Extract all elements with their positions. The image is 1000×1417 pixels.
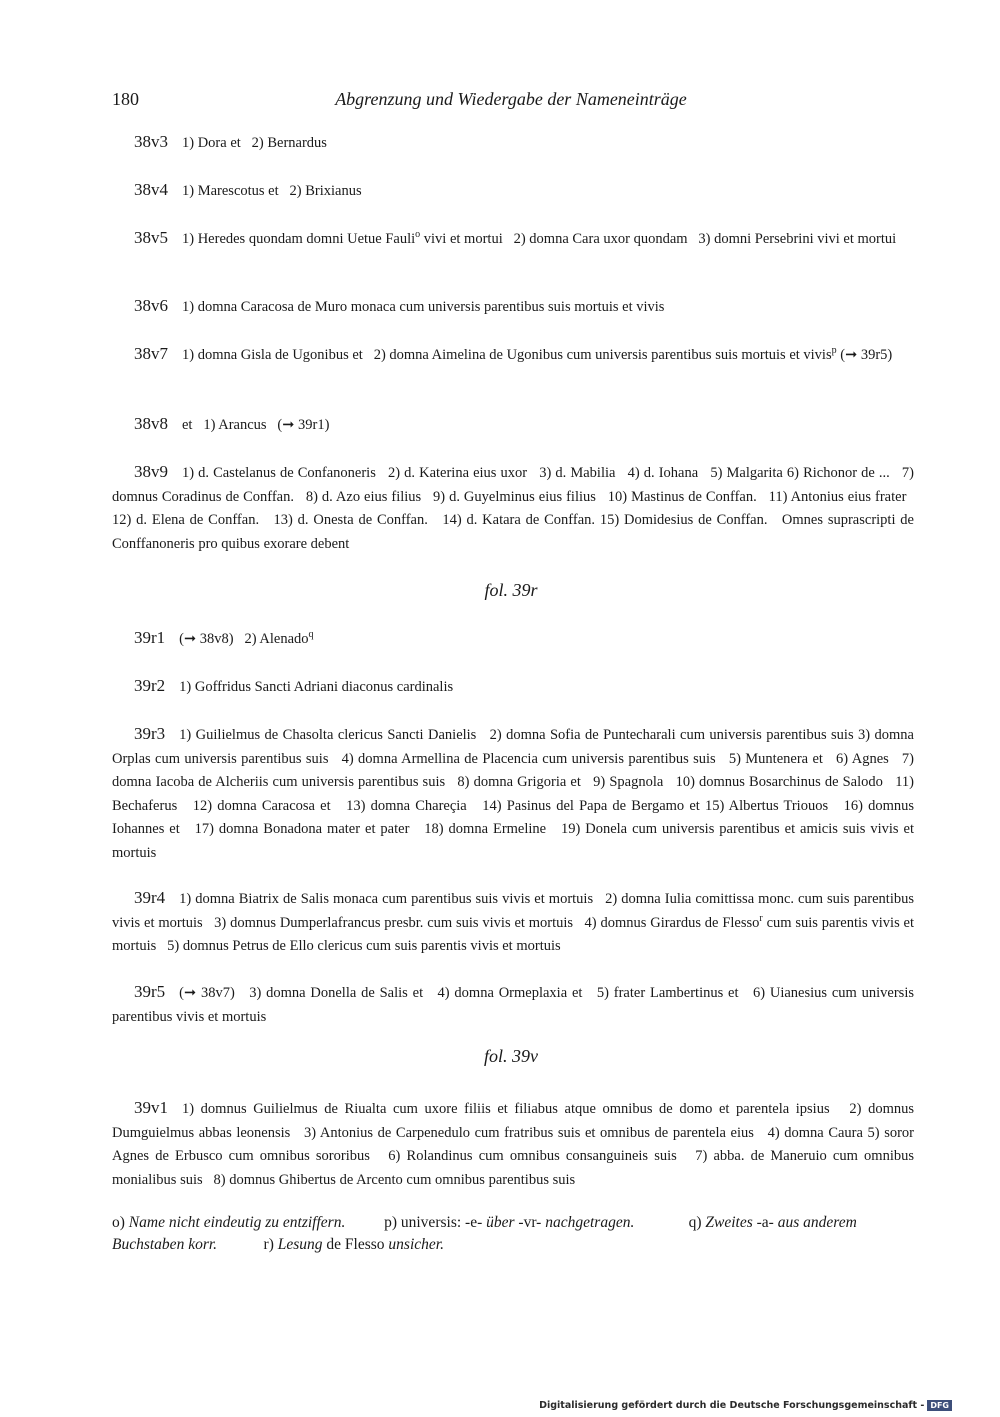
entry-39r2 bbox=[112, 674, 914, 700]
entry-text: 1) Guilielmus de Chasolta clericus Sancti Danielis 2) domna Sofia de Puntecharali cum universis parentibus suis 3) domna Orplas cum universis parentibus suis 4) domna Armellina de Placencia cum universis parentibus suis 5) Muntenera et 6) Agnes 7) domna Iacoba de Alcheriis cum universis parentibus suis 8) domna Grigoria et 9) Spagnola 10) domnus Bosarchinus de Salodo 11) Bechaferus 12) domna Caracosa et 13) domna Chareçia 14) Pasinus del Papa de Bergamo et 15) Albertus Triouos 16) domnus Iohannes et 17) domna Bonadona mater et pater 18) domna Ermeline 19) Donela cum universis parentibus et amicis suis vivis et mortuis bbox=[112, 727, 914, 861]
entry-siglum: 38v9 bbox=[134, 462, 168, 481]
footer-text: Digitalisierung gefördert durch die Deutsche Forschungsgemeinschaft - bbox=[539, 1400, 925, 1411]
entry-38v8 bbox=[112, 412, 914, 438]
entry-38v7 bbox=[112, 342, 914, 368]
entry-text: (➞ 38v8) 2) Alenado$^q$ bbox=[179, 629, 314, 647]
funding-footer bbox=[539, 1400, 952, 1411]
entry-siglum: 39r2 bbox=[134, 676, 166, 695]
entry-38v9 bbox=[112, 460, 914, 556]
entry-siglum: 38v6 bbox=[134, 296, 168, 315]
entry-text: (➞ 38v7) 3) domna Donella de Salis et 4) domna Ormeplaxia et 5) frater Lambertinus et 6) Uianesius cum universis parentibus vivis et mortuis bbox=[112, 985, 914, 1025]
entry-39r1 bbox=[112, 626, 914, 652]
entry-text: 1) Goffridus Sancti Adriani diaconus cardinalis bbox=[179, 679, 454, 695]
footnotes: o) Name nicht eindeutig zu entziffern. p) universis: -e- über -vr- nachgetragen. q) Zweites -a- aus anderem Buchstaben korr. r) Lesung de Flesso unsicher. bbox=[112, 1214, 857, 1253]
entry-text: 1) Heredes quondam domni Uetue Fauli$^o$ vivi et mortui 2) domna Cara uxor quondam 3) domni Persebrini vivi et mortui bbox=[182, 229, 897, 247]
entry-38v4 bbox=[112, 178, 914, 204]
entry-siglum: 39r3 bbox=[134, 724, 166, 743]
entry-siglum: 39r4 bbox=[134, 888, 166, 907]
entry-siglum: 39r5 bbox=[134, 982, 166, 1001]
entry-text: 1) domna Caracosa de Muro monaca cum universis parentibus suis mortuis et vivis bbox=[182, 299, 665, 315]
running-title: Abgrenzung und Wiedergabe der Nameneinträge bbox=[335, 89, 687, 109]
page-number: 180 bbox=[112, 89, 139, 109]
entry-38v6 bbox=[112, 294, 914, 320]
entry-text: 1) domna Biatrix de Salis monaca cum parentibus suis vivis et mortuis 2) domna Iulia comittissa monc. cum suis parentibus vivis et mortuis 3) domnus Dumperlafrancus presbr. cum suis vivis et mortuis 4) domnus Girardus de Flesso$^r$ cum suis parentis vivis et mortuis 5) domnus Petrus de Ello clericus cum suis parentis vivis et mortuis bbox=[112, 891, 915, 954]
entry-text: et 1) Arancus (➞ 39r1) bbox=[182, 417, 330, 433]
entry-39r3 bbox=[112, 722, 914, 865]
entry-siglum: 38v3 bbox=[134, 132, 168, 151]
folio-heading-39r: fol. 39r bbox=[484, 580, 538, 600]
folio-heading-39v: fol. 39v bbox=[484, 1046, 538, 1066]
entry-siglum: 38v4 bbox=[134, 180, 168, 199]
dfg-logo: DFG bbox=[927, 1400, 952, 1411]
entry-siglum: 38v5 bbox=[134, 228, 168, 247]
entry-39r5 bbox=[112, 980, 914, 1029]
entry-text: 1) Marescotus et 2) Brixianus bbox=[182, 183, 362, 199]
entry-text: 1) Dora et 2) Bernardus bbox=[182, 135, 327, 151]
entry-39v1 bbox=[112, 1096, 914, 1192]
entry-siglum: 39v1 bbox=[134, 1098, 168, 1117]
entry-text: 1) domnus Guilielmus de Riualta cum uxore filiis et filiabus atque omnibus de domo et parentela ipsius 2) domnus Dumguielmus abbas leonensis 3) Antonius de Carpenedulo cum fratribus suis et omnibus de parentela eius 4) domna Caura 5) soror Agnes de Erbusco cum omnibus sororibus 6) Rolandinus cum omnibus consanguineis suis 7) abba. de Maneruio cum omnibus monialibus suis 8) domnus Ghibertus de Arcento cum omnibus parentibus suis bbox=[112, 1101, 914, 1188]
entry-siglum: 39r1 bbox=[134, 628, 166, 647]
entry-38v3 bbox=[112, 130, 914, 156]
entry-38v5 bbox=[112, 226, 914, 252]
entry-siglum: 38v8 bbox=[134, 414, 168, 433]
entry-text: 1) d. Castelanus de Confanoneris 2) d. Katerina eius uxor 3) d. Mabilia 4) d. Iohana 5) Malgarita 6) Richonor de ... 7) domnus Coradinus de Conffan. 8) d. Azo eius filius 9) d. Guyelminus eius filius 10) Mastinus de Conffan. 11) Antonius eius frater 12) d. Elena de Conffan. 13) d. Onesta de Conffan. 14) d. Katara de Conffan. 15) Domidesius de Conffan. Omnes suprascripti de Conffanoneris pro quibus exorare debent bbox=[112, 465, 914, 552]
entry-siglum: 38v7 bbox=[134, 344, 168, 363]
entry-39r4 bbox=[112, 886, 914, 959]
entry-text: 1) domna Gisla de Ugonibus et 2) domna Aimelina de Ugonibus cum universis parentibus suis mortuis et vivis$^p$ (➞ 39r5) bbox=[182, 345, 893, 363]
